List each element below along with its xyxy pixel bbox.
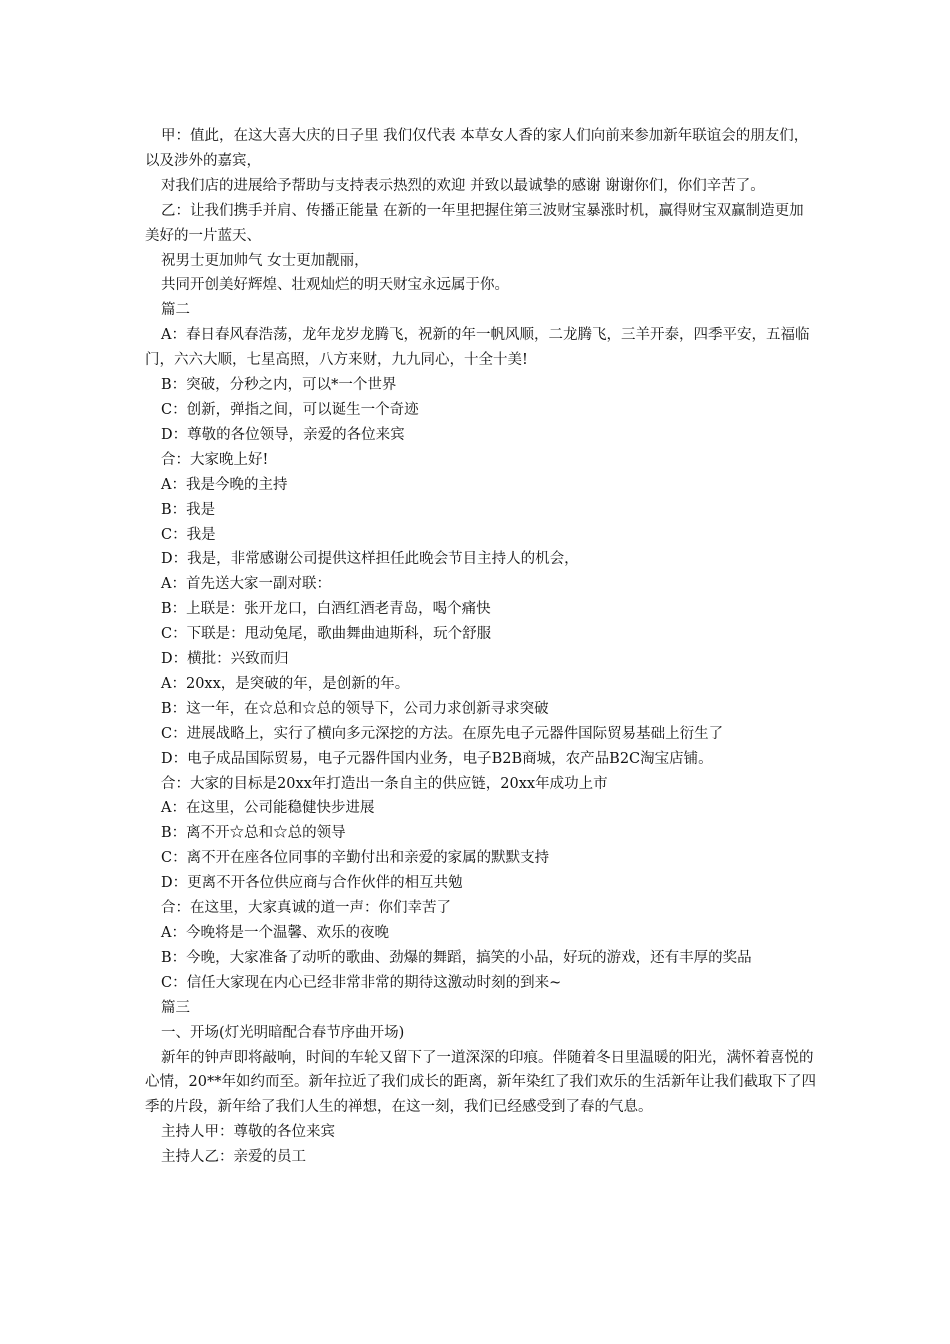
document-paragraph: 共同开创美好辉煌、壮观灿烂的明天财宝永远属于你。 [161,277,509,294]
document-paragraph: C：我是 [161,526,216,543]
document-paragraph: A：今晚将是一个温馨、欢乐的夜晚 [161,925,389,941]
document-paragraph: 篇二 [161,302,190,319]
document-paragraph: 新年的钟声即将敲响，时间的车轮又留下了一道深深的印痕。伴随着冬日里温暖的阳光，满怀着喜悦的心情，20**年如约而至。新年拉近了我们成长的距离，新年染红了我们欢乐的生活新年让我们截取下了四季的片段，新年给了我们人生的禅想，在这一刻，我们已经感受到了春的气息。 [145,1049,816,1116]
document-paragraph: 合：在这里，大家真诚的道一声：你们幸苦了 [161,900,451,917]
document-paragraph: B：今晚，大家准备了动听的歌曲、劲爆的舞蹈，搞笑的小品，好玩的游戏，还有丰厚的奖品 [161,949,752,966]
document-paragraph: 祝男士更加帅气 女士更加靓丽， [161,252,369,269]
document-paragraph: 乙：让我们携手并肩、传播正能量 在新的一年里把握住第三波财宝暴涨时机，赢得财宝双赢制造更加美好的一片蓝天、 [145,202,804,244]
document-paragraph: D：我是，非常感谢公司提供这样担任此晚会节目主持人的机会， [161,551,579,568]
document-paragraph: 篇三 [161,999,190,1016]
document-paragraph: A：20xx，是突破的年，是创新的年。 [161,675,410,692]
document-paragraph: 主持人乙：亲爱的员工 [161,1149,306,1166]
document-paragraph: A：在这里，公司能稳健快步进展 [161,800,375,817]
document-paragraph: 合：大家晚上好! [161,451,269,468]
document-paragraph: B：离不开☆总和☆总的领导 [161,825,346,842]
document-paragraph: B：这一年，在☆总和☆总的领导下，公司力求创新寻求突破 [161,700,549,717]
document-paragraph: 甲：值此，在这大喜大庆的日子里 我们仅代表 本草女人香的家人们向前来参加新年联谊会的朋友们，以及涉外的嘉宾， [145,128,809,169]
document-paragraph: A：春日春风春浩荡，龙年龙岁龙腾飞，祝新的年一帆风顺，二龙腾飞，三羊开泰，四季平安，五福临门，六六大顺，七星高照，八方来财，九九同心，十全十美! [145,327,810,369]
document-paragraph: D：更离不开各位供应商与合作伙伴的相互共勉 [161,875,463,892]
document-paragraph: D：横批：兴致而归 [161,651,289,668]
document-paragraph: B：我是 [161,501,216,518]
document-paragraph: B：上联是：张开龙口，白酒红酒老青岛，喝个痛快 [161,601,491,618]
document-paragraph: C：离不开在座各位同事的辛勤付出和亲爱的家属的默默支持 [161,850,550,867]
document-paragraph: B：突破，分秒之内，可以*一个世界 [161,377,397,394]
document-paragraph: 合：大家的目标是20xx年打造出一条自主的供应链，20xx年成功上市 [161,775,608,792]
document-paragraph: C：进展战略上，实行了横向多元深挖的方法。在原先电子元器件国际贸易基础上衍生了 [161,725,724,742]
document-paragraph: D：电子成品国际贸易，电子元器件国内业务，电子B2B商城，农产品B2C淘宝店铺。 [161,750,713,767]
document-paragraph: C：下联是：甩动兔尾，歌曲舞曲迪斯科，玩个舒服 [161,626,492,643]
document-paragraph: C：信任大家现在内心已经非常非常的期待这激动时刻的到来~ [161,974,562,991]
document-paragraph: A：我是今晚的主持 [161,476,288,493]
document-paragraph: 一、开场(灯光明暗配合春节序曲开场) [161,1024,405,1041]
document-paragraph: C：创新，弹指之间，可以诞生一个奇迹 [161,401,419,418]
document-paragraph: D：尊敬的各位领导，亲爱的各位来宾 [161,426,405,443]
document-page [145,124,817,1170]
document-paragraph: 主持人甲：尊敬的各位来宾 [161,1124,335,1141]
document-paragraph: 对我们店的进展给予帮助与支持表示热烈的欢迎 并致以最诚挚的感谢 谢谢你们，你们辛苦了。 [161,177,765,194]
document-paragraph: A：首先送大家一副对联： [161,576,331,593]
